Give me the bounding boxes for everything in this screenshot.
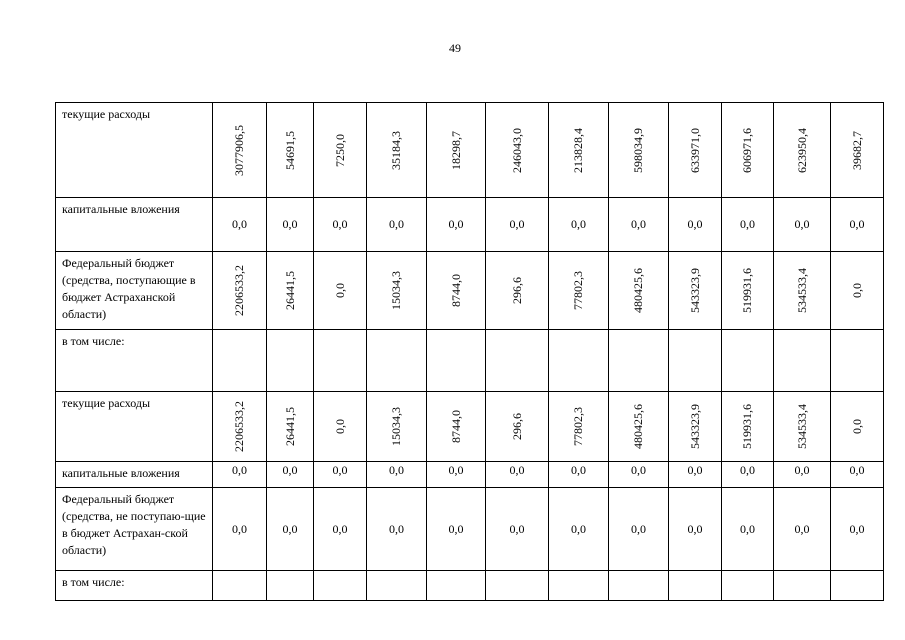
table-cell [213,488,267,571]
cell-value: 0,0 [794,217,810,231]
cell-value: 15034,3 [389,271,403,310]
cell-value: 598034,9 [631,127,645,173]
table-cell [267,252,314,330]
table-row [56,252,884,330]
table-cell [549,252,609,330]
table-cell [427,392,486,462]
cell-value: 0,0 [332,217,348,231]
table-cell [427,571,486,601]
table-cell [314,330,367,392]
cell-value: 3077906,5 [232,124,246,176]
table-cell [367,462,427,488]
cell-value: 0,0 [849,419,864,434]
table-cell [213,103,267,198]
cell-value: 0,0 [509,521,525,536]
cell-value: 543323,9 [687,404,702,449]
cell-value: 8744,0 [448,274,463,307]
table-cell [774,488,831,571]
table-cell [427,330,486,392]
cell-value: 0,0 [571,521,586,536]
cell-value: 0,0 [282,463,298,477]
table-cell [314,198,367,252]
cell-value: 0,0 [687,463,703,477]
table-row [56,330,884,392]
table-cell [774,392,831,462]
table-cell [774,252,831,330]
row-label: текущие расходы [56,103,213,198]
table-cell [267,198,314,252]
cell-value: 0,0 [389,521,404,536]
cell-value: 2206533,2 [232,401,246,452]
cell-value: 0,0 [571,463,586,477]
cell-value: 0,0 [389,217,404,231]
cell-value: 2206533,2 [232,265,246,316]
cell-value: 0,0 [687,521,703,536]
table-cell [367,330,427,392]
table-cell [267,488,314,571]
table-cell [722,462,774,488]
table-cell [486,571,549,601]
table-cell [267,462,314,488]
table-row [56,392,884,462]
table-cell [831,571,884,601]
table-cell [669,252,722,330]
table-cell [669,462,722,488]
table-cell [609,392,669,462]
row-label: капитальные вложения [56,198,213,252]
row-label: капитальные вложения [56,462,213,488]
table-cell [609,252,669,330]
table-cell [549,198,609,252]
table-cell [427,462,486,488]
cell-value: 0,0 [571,217,586,231]
table-cell [722,252,774,330]
cell-value: 213828,4 [571,127,585,173]
cell-value: 18298,7 [448,130,463,170]
table-cell [213,252,267,330]
cell-value: 0,0 [849,217,865,231]
cell-value: 0,0 [448,521,464,536]
table-cell [609,462,669,488]
table-cell [669,198,722,252]
cell-value: 54691,5 [282,130,297,170]
table-cell [367,103,427,198]
cell-value: 0,0 [849,463,865,477]
table-cell [267,103,314,198]
table-cell [267,330,314,392]
table-cell [213,462,267,488]
cell-value: 77802,3 [571,271,585,310]
table-cell [831,392,884,462]
cell-value: 296,6 [509,277,524,304]
cell-value: 480425,6 [631,268,645,313]
cell-value: 633971,0 [687,127,702,173]
table-cell [486,488,549,571]
row-label: текущие расходы [56,392,213,462]
table-cell [213,392,267,462]
table-cell [486,103,549,198]
table-cell [722,198,774,252]
table-row [56,571,884,601]
table-cell [267,571,314,601]
table-cell [669,392,722,462]
cell-value: 0,0 [232,521,247,536]
table-cell [367,198,427,252]
table-row [56,103,884,198]
table-body [56,103,884,601]
table-cell [486,198,549,252]
table-cell [831,198,884,252]
table-cell [314,571,367,601]
page-number: 49 [449,41,461,55]
row-label: Федеральный бюджет (средства, не поступаю-щие в бюджет Астрахан-ской области) [56,488,213,571]
table-cell [486,330,549,392]
row-label: в том числе: [56,330,213,392]
row-label: в том числе: [56,571,213,601]
table-cell [774,198,831,252]
table-cell [669,330,722,392]
cell-value: 519931,6 [740,268,754,313]
cell-value: 35184,3 [389,130,403,170]
table-cell [549,330,609,392]
table-cell [831,330,884,392]
cell-value: 0,0 [740,521,755,536]
table-cell [427,252,486,330]
table-cell [774,571,831,601]
cell-value: 0,0 [232,217,247,231]
table-cell [314,462,367,488]
table-cell [486,392,549,462]
cell-value: 0,0 [740,463,755,477]
table-cell [774,462,831,488]
cell-value: 15034,3 [389,407,403,446]
cell-value: 519931,6 [740,404,754,449]
table-cell [314,488,367,571]
table-cell [609,330,669,392]
table-cell [774,330,831,392]
table-cell [609,571,669,601]
cell-value: 0,0 [332,283,347,298]
cell-value: 0,0 [849,521,865,536]
cell-value: 480425,6 [631,404,645,449]
cell-value: 0,0 [631,463,646,477]
table-cell [722,488,774,571]
table-cell [427,488,486,571]
cell-value: 534533,4 [794,268,809,313]
table-cell [669,103,722,198]
cell-value: 0,0 [332,419,347,434]
table-cell [722,103,774,198]
table-cell [669,488,722,571]
table-row [56,462,884,488]
table-cell [609,198,669,252]
table-cell [831,462,884,488]
cell-value: 0,0 [448,463,464,477]
table-cell [609,488,669,571]
cell-value: 0,0 [740,217,755,231]
table-cell [722,571,774,601]
table-cell [213,571,267,601]
table-cell [549,488,609,571]
cell-value: 26441,5 [282,407,297,446]
cell-value: 0,0 [794,521,810,536]
table-cell [774,103,831,198]
table-cell [549,571,609,601]
table-cell [314,252,367,330]
cell-value: 0,0 [509,463,525,477]
cell-value: 534533,4 [794,404,809,449]
table-cell [367,488,427,571]
table-cell [722,330,774,392]
table-cell [831,252,884,330]
table-row [56,198,884,252]
cell-value: 0,0 [631,217,646,231]
table-cell [486,462,549,488]
cell-value: 0,0 [849,283,864,298]
cell-value: 0,0 [232,463,247,477]
table-cell [427,198,486,252]
cell-value: 0,0 [389,463,404,477]
table-cell [486,252,549,330]
table-cell [549,392,609,462]
cell-value: 296,6 [509,413,524,440]
cell-value: 0,0 [794,463,810,477]
table-cell [831,103,884,198]
table-cell [314,392,367,462]
cell-value: 39682,7 [849,130,864,170]
table-cell [367,571,427,601]
table-cell [213,198,267,252]
table-cell [609,103,669,198]
cell-value: 623950,4 [794,127,809,173]
budget-table [55,102,884,601]
table-cell [549,462,609,488]
table-cell [314,103,367,198]
cell-value: 0,0 [631,521,646,536]
cell-value: 0,0 [332,521,348,536]
table-row [56,488,884,571]
cell-value: 0,0 [448,217,464,231]
cell-value: 246043,0 [509,127,524,173]
cell-value: 0,0 [282,217,298,231]
cell-value: 8744,0 [448,410,463,443]
cell-value: 0,0 [687,217,703,231]
cell-value: 606971,6 [740,127,754,173]
table-cell [549,103,609,198]
cell-value: 26441,5 [282,271,297,310]
cell-value: 543323,9 [687,268,702,313]
table-cell [367,392,427,462]
row-label: Федеральный бюджет (средства, поступающие в бюджет Астраханской области) [56,252,213,330]
table-cell [722,392,774,462]
cell-value: 0,0 [282,521,298,536]
cell-value: 0,0 [332,463,348,477]
table-cell [831,488,884,571]
table-cell [669,571,722,601]
table-cell [267,392,314,462]
table-cell [427,103,486,198]
cell-value: 0,0 [509,217,525,231]
table-cell [367,252,427,330]
table-cell [213,330,267,392]
cell-value: 7250,0 [332,133,347,167]
cell-value: 77802,3 [571,407,585,446]
